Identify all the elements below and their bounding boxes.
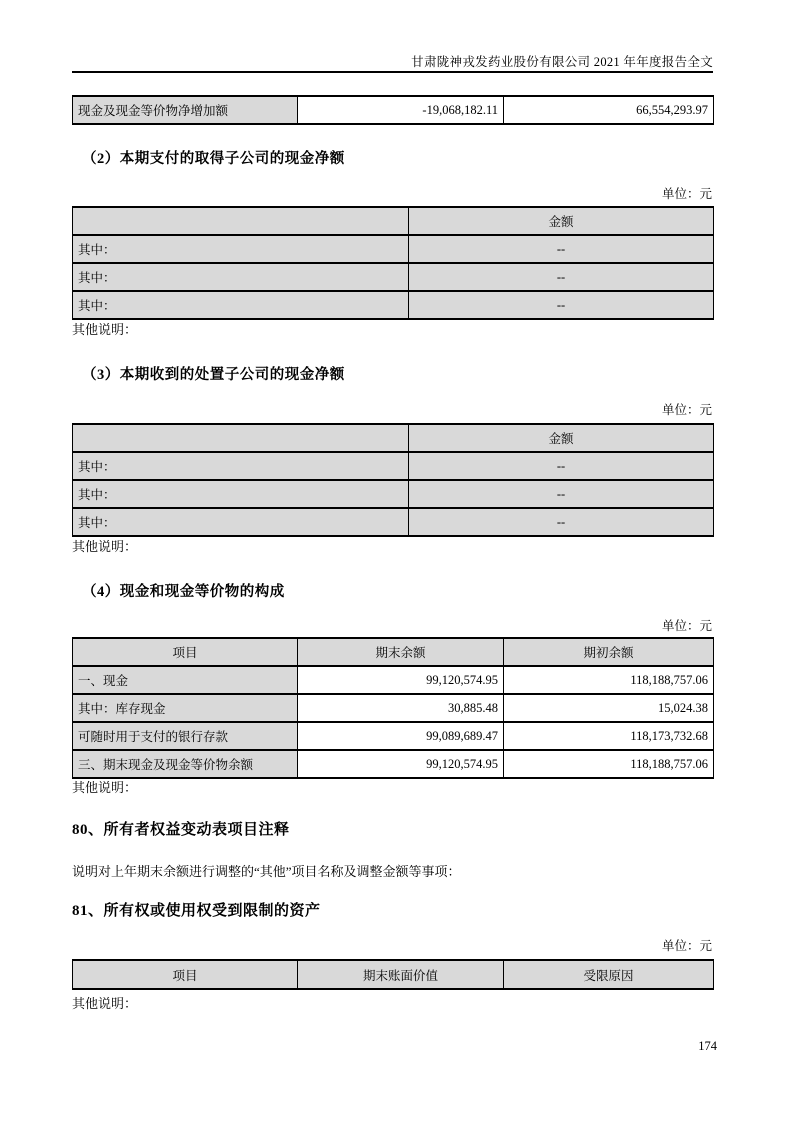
table-row [73, 480, 714, 508]
row-ending-value: 99,089,689.47 [298, 722, 504, 750]
table-header-row [73, 960, 714, 989]
section-heading-equity-notes: 80、所有者权益变动表项目注释 [72, 822, 290, 838]
unit-label: 单位：元 [661, 939, 712, 953]
row-beginning-value: 15,024.38 [504, 694, 714, 722]
row-ending-value: 30,885.48 [298, 694, 504, 722]
section-heading-disposed-subsidiary: （3）本期收到的处置子公司的现金净额 [82, 367, 345, 383]
row-value: -- [409, 263, 714, 291]
row-label: 可随时用于支付的银行存款 [73, 722, 298, 750]
unit-label: 单位：元 [661, 187, 712, 201]
acquired-subsidiary-table [72, 206, 714, 320]
ending-balance-header-cell: 期末余额 [298, 638, 504, 666]
row-beginning-value: 118,173,732.68 [504, 722, 714, 750]
section-heading-cash-composition: （4）现金和现金等价物的构成 [82, 584, 285, 600]
empty-header-cell [73, 424, 409, 452]
item-header-cell: 项目 [73, 638, 298, 666]
row-label: 其中： [73, 291, 409, 319]
unit-label: 单位：元 [661, 619, 712, 633]
table-row [73, 96, 714, 124]
other-note: 其他说明： [72, 780, 138, 795]
beginning-balance-header-cell: 期初余额 [504, 638, 714, 666]
row-ending-value: 99,120,574.95 [298, 666, 504, 694]
section-heading-acquired-subsidiary: （2）本期支付的取得子公司的现金净额 [82, 151, 345, 167]
row-label: 其中： [73, 480, 409, 508]
page-number: 174 [698, 1039, 717, 1053]
row-value: -- [409, 235, 714, 263]
table-row [73, 291, 714, 319]
other-note: 其他说明： [72, 322, 138, 337]
amount-header-cell: 金额 [409, 424, 714, 452]
header-rule [72, 71, 713, 73]
net-increase-label: 现金及现金等价物净增加额 [73, 96, 298, 124]
row-label: 其中： [73, 263, 409, 291]
table-row [73, 263, 714, 291]
row-value: -- [409, 452, 714, 480]
row-value: -- [409, 480, 714, 508]
table-header-row [73, 207, 714, 235]
table-row [73, 722, 714, 750]
table-row [73, 666, 714, 694]
table-row [73, 452, 714, 480]
table-row [73, 508, 714, 536]
equity-notes-description: 说明对上年期末余额进行调整的“其他”项目名称及调整金额等事项： [72, 864, 461, 879]
table-header-row [73, 638, 714, 666]
row-label: 其中：库存现金 [73, 694, 298, 722]
table-row [73, 694, 714, 722]
row-value: -- [409, 508, 714, 536]
other-note: 其他说明： [72, 996, 138, 1011]
net-increase-prior-value: 66,554,293.97 [504, 96, 714, 124]
item-header-cell: 项目 [73, 960, 298, 989]
book-value-header-cell: 期末账面价值 [298, 960, 504, 989]
document-header-title: 甘肃陇神戎发药业股份有限公司 2021 年年度报告全文 [411, 55, 713, 69]
table-row [73, 750, 714, 778]
row-value: -- [409, 291, 714, 319]
empty-header-cell [73, 207, 409, 235]
row-label: 三、期末现金及现金等价物余额 [73, 750, 298, 778]
net-increase-current-value: -19,068,182.11 [298, 96, 504, 124]
row-ending-value: 99,120,574.95 [298, 750, 504, 778]
restriction-reason-header-cell: 受限原因 [504, 960, 714, 989]
section-heading-restricted-assets: 81、所有权或使用权受到限制的资产 [72, 903, 321, 919]
disposed-subsidiary-table [72, 423, 714, 537]
net-increase-table [72, 95, 714, 125]
row-beginning-value: 118,188,757.06 [504, 666, 714, 694]
unit-label: 单位：元 [661, 403, 712, 417]
restricted-assets-table [72, 959, 714, 990]
row-label: 其中： [73, 235, 409, 263]
cash-composition-table [72, 637, 714, 779]
row-beginning-value: 118,188,757.06 [504, 750, 714, 778]
row-label: 其中： [73, 508, 409, 536]
table-header-row [73, 424, 714, 452]
table-row [73, 235, 714, 263]
row-label: 一、现金 [73, 666, 298, 694]
other-note: 其他说明： [72, 539, 138, 554]
row-label: 其中： [73, 452, 409, 480]
amount-header-cell: 金额 [409, 207, 714, 235]
